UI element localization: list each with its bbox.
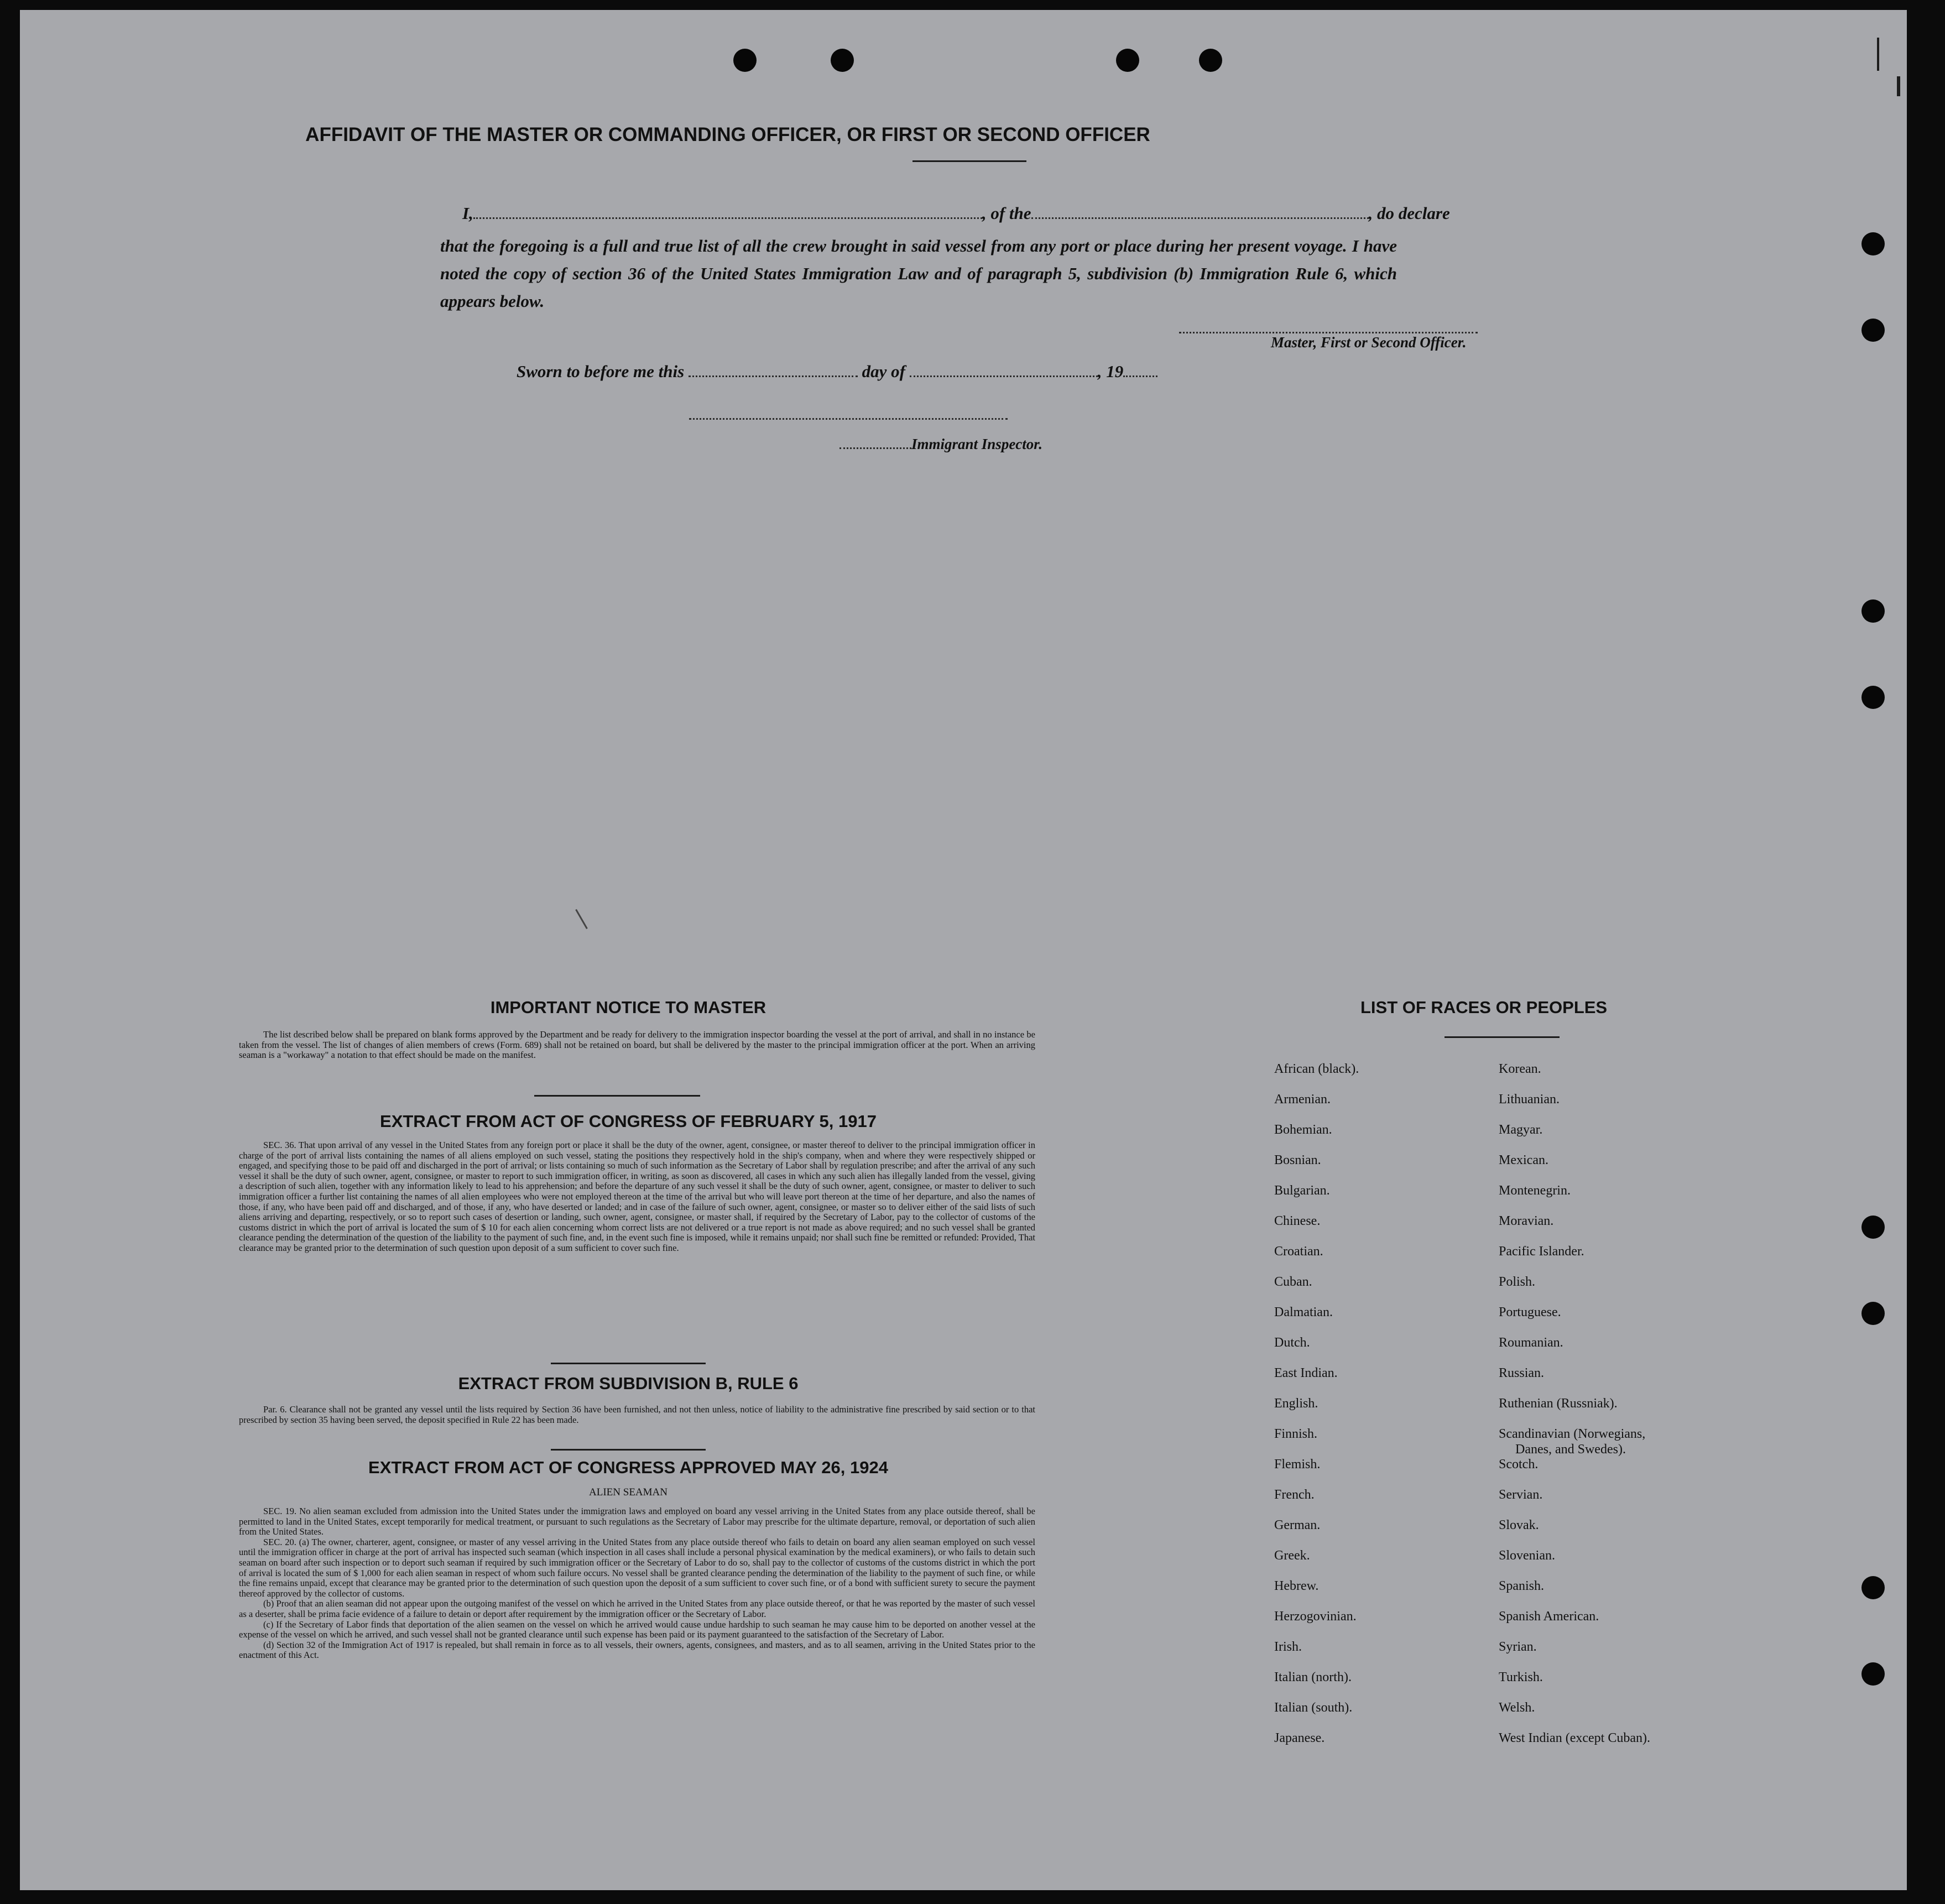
section-divider: [551, 1363, 706, 1364]
declaration-line: [462, 204, 1450, 223]
race-item: Servian.: [1499, 1488, 1543, 1502]
binder-hole: [1861, 686, 1885, 709]
race-item: French.: [1274, 1488, 1315, 1502]
race-item: Spanish American.: [1499, 1609, 1599, 1624]
extract-rule6-title: EXTRACT FROM SUBDIVISION B, RULE 6: [458, 1374, 799, 1393]
race-item: Polish.: [1499, 1275, 1536, 1289]
race-item: West Indian (except Cuban).: [1499, 1731, 1650, 1745]
inspector-label: Immigrant Inspector.: [911, 436, 1043, 452]
race-item: Armenian.: [1274, 1092, 1331, 1107]
race-item: Portuguese.: [1499, 1305, 1561, 1319]
race-item: Irish.: [1274, 1640, 1302, 1654]
affidavit-title: AFFIDAVIT OF THE MASTER OR COMMANDING OFFICER, OR FIRST OR SECOND OFFICER: [305, 124, 1150, 145]
binder-hole: [1861, 1576, 1885, 1599]
binder-hole: [1199, 49, 1222, 72]
extract-1917-text: [239, 1140, 1035, 1254]
race-item: Dutch.: [1274, 1336, 1310, 1350]
race-item: Montenegrin.: [1499, 1183, 1571, 1198]
binder-hole: [1861, 1216, 1885, 1239]
race-item: East Indian.: [1274, 1366, 1338, 1380]
sworn-month-field[interactable]: [910, 375, 1098, 377]
extract-1924-title: EXTRACT FROM ACT OF CONGRESS APPROVED MAY 26, 1924: [368, 1458, 888, 1477]
sworn-day-field[interactable]: [689, 375, 858, 377]
sec20a-paragraph: SEC. 20. (a) The owner, charterer, agent, consignee, or master of any vessel arriving in the United States from any place outside thereof who fails to detain on board any alien seaman employed on such vessel until the immigration officer in charge at the port of arrival has inspected such seaman (which inspection in all cases shall include a personal physical examination by the medical examiners), or who fails to detain such seaman on board after such inspection or to deport such seaman if required by such immigration officer or the Secretary of Labor to do so, shall pay to the collector of customs of the customs district in which the port of arrival is located the sum of $ 1,000 for each alien seaman in respect of whom such failure occurs. No vessel shall be granted clearance pending the determination of the liability to the payment of such fine, or while the fine remains unpaid, except that clearance may be granted prior to the determination of such question upon the deposit of a sum sufficient to cover such fine, or of a bond with sufficient surety to secure the payment thereof approved by the collector of customs.: [239, 1536, 1035, 1599]
race-item: Scotch.: [1499, 1457, 1539, 1472]
race-item: German.: [1274, 1518, 1321, 1532]
race-item-continuation: Danes, and Swedes).: [1515, 1442, 1626, 1457]
race-item: Pacific Islander.: [1499, 1244, 1584, 1259]
sworn-line: [517, 362, 1157, 382]
edge-mark: [1897, 76, 1900, 96]
race-item: Bohemian.: [1274, 1123, 1332, 1137]
binder-hole: [1116, 49, 1139, 72]
notice-paragraph: The list described below shall be prepared on blank forms approved by the Department and be ready for delivery to the immigration inspector boarding the vessel at the port of arrival, and shall in no instance be taken from the vessel. The list of changes of alien members of crews (Form. 689) shall not be retained on board, but shall be delivered by the master to the principal immigration officer at the port. When an arriving seaman is a "workaway" a notation to that effect should be made on the manifest.: [239, 1029, 1035, 1061]
binder-hole: [831, 49, 854, 72]
race-item: Mexican.: [1499, 1153, 1548, 1167]
race-item: Syrian.: [1499, 1640, 1537, 1654]
race-item: Finnish.: [1274, 1427, 1318, 1441]
sec36-paragraph: SEC. 36. That upon arrival of any vessel in the United States from any foreign port or place it shall be the duty of the owner, agent, consignee, or master thereof to deliver to the principal immigration officer in charge of the port of arrival lists containing the names of all aliens employed on such vessel, stating the positions they respectively hold in the ship's company, when and where they were respectively shipped or engaged, and specifying those to be paid off and discharged in the port of arrival; or lists containing so much of such information as the Secretary of Labor shall by regulation prescribe; and after the arrival of any such vessel it shall be the duty of such owner, agent, consignee, or master to report to such immigration officer, in writing, as soon as discovered, all cases in which any such alien has illegally landed from the vessel, giving a description of such alien, together with any information likely to lead to his apprehension; and before the departure of any such vessel it shall be the duty of such owner, agent, consignee, or master to deliver to such immigration officer a further list containing the names of all alien employees who were not employed thereon at the time of the arrival but who will leave port thereon at the time of her departure, and also the names of those, if any, who have been paid off and discharged, and of those, if any, who have deserted or landed; and in case of the failure of such owner, agent, consignee, or master so to deliver either of the said lists of such aliens arriving and departing, respectively, or so to report such cases of desertion or landing, such owner, agent, consignee, or master shall, if required by the Secretary of Labor, pay to the collector of customs of the customs district in which the port of arrival is located the sum of $ 10 for each alien concerning whom correct lists are not delivered or a true report is not made as above required; and no such vessel shall be granted clearance pending the determination of the question of the liability to the payment of such fine, and, in the event such fine is imposed, while it remains unpaid; nor shall such fine be remitted or refunded: Provided, That clearance may be granted prior to the determination of such question upon deposit of a sum sufficient to cover such fine.: [239, 1140, 1035, 1253]
extract-1917-title: EXTRACT FROM ACT OF CONGRESS OF FEBRUARY 5, 1917: [380, 1112, 877, 1131]
race-item: Italian (south).: [1274, 1700, 1353, 1715]
title-underline: [912, 160, 1026, 162]
race-item: Cuban.: [1274, 1275, 1312, 1289]
sec20c-paragraph: (c) If the Secretary of Labor finds that deportation of the alien seamen on the vessel on which he arrived would cause undue hardship to such seaman he may cause him to be deported on another vessel at the expense of the vessel on which he arrived, and such vessel shall not be granted clearance until such expense has been paid or its payment guaranteed to the satisfaction of the Secretary of Labor.: [239, 1619, 1035, 1640]
signature-label: Master, First or Second Officer.: [1271, 334, 1467, 351]
race-item: Bosnian.: [1274, 1153, 1321, 1167]
sworn-year-field[interactable]: [1123, 375, 1157, 377]
sec19-paragraph: SEC. 19. No alien seaman excluded from admission into the United States under the immigration laws and employed on board any vessel arriving in the United States from any place outside thereof, shall be permitted to land in the United States, except temporarily for medical treatment, or pursuant to such regulations as the Secretary of Labor may prescribe for the ultimate departure, removal, or deportation of such alien from the United States.: [239, 1506, 1035, 1537]
do-declare-label: , do declare: [1368, 204, 1450, 223]
race-item: Slovenian.: [1499, 1548, 1555, 1563]
binder-hole: [1861, 1302, 1885, 1325]
race-item: Greek.: [1274, 1548, 1310, 1563]
i-label: I,: [462, 204, 473, 223]
section-divider: [534, 1095, 700, 1097]
race-item: Moravian.: [1499, 1214, 1554, 1228]
section-divider: [551, 1449, 706, 1451]
race-item: Magyar.: [1499, 1123, 1543, 1137]
race-item: Dalmatian.: [1274, 1305, 1333, 1319]
race-item: Herzogovinian.: [1274, 1609, 1357, 1624]
race-item: Flemish.: [1274, 1457, 1321, 1472]
race-item: Ruthenian (Russniak).: [1499, 1396, 1618, 1411]
race-item: English.: [1274, 1396, 1318, 1411]
extract-rule6-text: [239, 1405, 1035, 1425]
races-title: LIST OF RACES OR PEOPLES: [1360, 998, 1608, 1017]
sworn-label: Sworn to before me this: [517, 362, 685, 381]
inspector-signature-line[interactable]: [689, 413, 1008, 422]
name-blank-field[interactable]: [473, 217, 982, 219]
day-of-label: day of: [862, 362, 905, 381]
edge-mark: [1877, 38, 1879, 71]
race-item: Bulgarian.: [1274, 1183, 1330, 1198]
binder-hole: [1861, 1662, 1885, 1686]
extract-1924-text: [239, 1506, 1035, 1661]
race-item: Croatian.: [1274, 1244, 1323, 1259]
alien-seaman-subtitle: ALIEN SEAMAN: [589, 1486, 668, 1498]
vessel-blank-field[interactable]: [1031, 217, 1369, 219]
race-item: Welsh.: [1499, 1700, 1535, 1715]
stray-mark: [575, 909, 588, 929]
binder-hole: [1861, 232, 1885, 255]
race-item: Russian.: [1499, 1366, 1545, 1380]
binder-hole: [1861, 599, 1885, 623]
race-item: Turkish.: [1499, 1670, 1543, 1684]
document-page: [20, 10, 1907, 1890]
race-item: Roumanian.: [1499, 1336, 1563, 1350]
race-item: African (black).: [1274, 1062, 1359, 1076]
inspector-line: [839, 436, 1042, 453]
binder-hole: [733, 49, 757, 72]
race-item: Spanish.: [1499, 1579, 1545, 1593]
race-item: Slovak.: [1499, 1518, 1539, 1532]
binder-hole: [1861, 319, 1885, 342]
year-label: , 19: [1097, 362, 1124, 381]
sec20b-paragraph: (b) Proof that an alien seaman did not appear upon the outgoing manifest of the vessel on which he arrived in the United States from any place outside thereof, or that he was reported by the master of such vessel as a deserter, shall be prima facie evidence of a failure to detain or deport after requirement by the immigration officer or the Secretary of Labor.: [239, 1598, 1035, 1619]
race-item: Scandinavian (Norwegians,: [1499, 1427, 1646, 1441]
notice-title: IMPORTANT NOTICE TO MASTER: [490, 998, 766, 1017]
of-the-label: , of the: [982, 204, 1031, 223]
races-underline: [1445, 1036, 1560, 1038]
notice-text: [239, 1030, 1035, 1061]
par6-paragraph: Par. 6. Clearance shall not be granted any vessel until the lists required by Section 36 have been furnished, and not then unless, notice of liability to the administrative fine prescribed by said section or to that prescribed by section 35 having been served, the deposit specified in Rule 22 has been made.: [239, 1404, 1035, 1425]
affidavit-body: that the foregoing is a full and true list of all the crew brought in said vessel from any port or place during her present voyage. I have noted the copy of section 36 of the United States Immigration Law and of paragraph 5, subdivision (b) Immigration Rule 6, which appears below.: [440, 236, 1397, 311]
race-item: Italian (north).: [1274, 1670, 1352, 1684]
race-item: Chinese.: [1274, 1214, 1321, 1228]
race-item: Japanese.: [1274, 1731, 1325, 1745]
race-item: Hebrew.: [1274, 1579, 1319, 1593]
inspector-blank[interactable]: [839, 447, 911, 449]
race-item: Lithuanian.: [1499, 1092, 1560, 1107]
race-item: Korean.: [1499, 1062, 1541, 1076]
sec20d-paragraph: (d) Section 32 of the Immigration Act of 1917 is repealed, but shall remain in force as to all vessels, their owners, agents, consignees, and masters, and as to all seamen, arriving in the United States prior to the enactment of this Act.: [239, 1639, 1035, 1661]
